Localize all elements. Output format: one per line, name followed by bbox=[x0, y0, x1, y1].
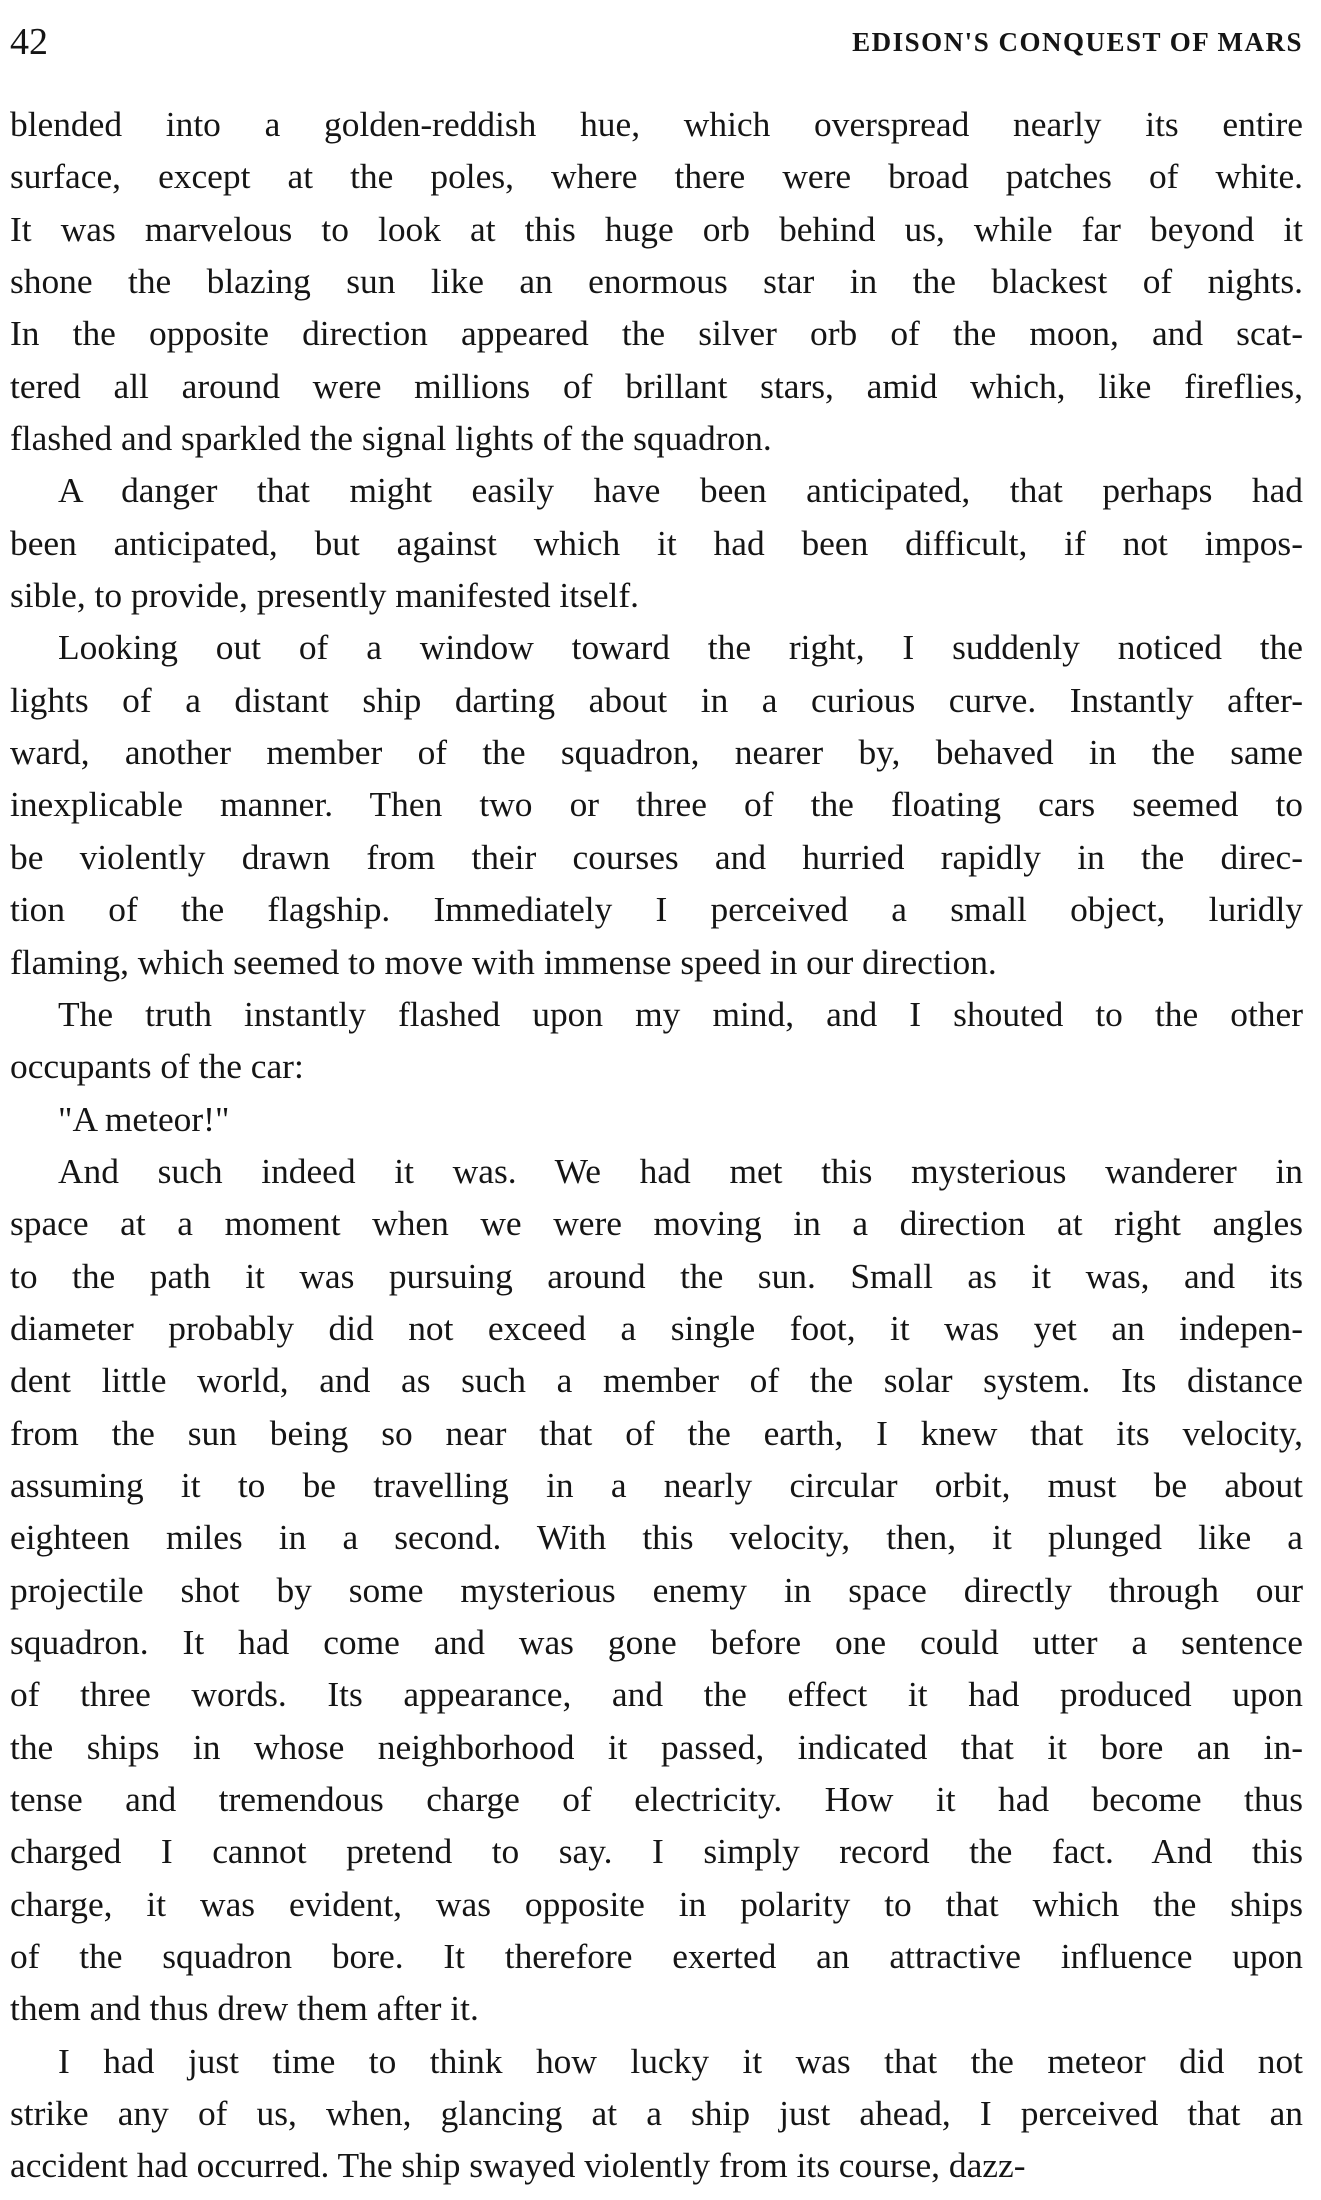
text-line: the ships in whose neighborhood it passed, indicated that it bore an in- bbox=[10, 1726, 1303, 1767]
text-line: diameter probably did not exceed a single foot, it was yet an indepen- bbox=[10, 1307, 1303, 1348]
text-line: shone the blazing sun like an enormous star in the blackest of nights. bbox=[10, 261, 1303, 302]
text-line: projectile shot by some mysterious enemy in space directly through our bbox=[10, 1569, 1303, 1610]
paragraph bbox=[10, 621, 1303, 987]
text-line: be violently drawn from their courses and hurried rapidly in the direc- bbox=[10, 836, 1303, 877]
paragraph bbox=[10, 98, 1303, 464]
text-line: strike any of us, when, glancing at a ship just ahead, I perceived that an bbox=[10, 2093, 1303, 2134]
paragraph bbox=[10, 988, 1303, 1093]
text-line: squadron. It had come and was gone before one could utter a sentence bbox=[10, 1621, 1303, 1662]
text-line: of three words. Its appearance, and the effect it had produced upon bbox=[10, 1674, 1303, 1715]
text-line: The truth instantly flashed upon my mind, and I shouted to the other bbox=[58, 993, 1303, 1034]
text-line: In the opposite direction appeared the silver orb of the moon, and scat- bbox=[10, 313, 1303, 354]
text-line: And such indeed it was. We had met this mysterious wanderer in bbox=[58, 1150, 1303, 1191]
text-line: been anticipated, but against which it had been difficult, if not impos- bbox=[10, 522, 1303, 563]
text-line: to the path it was pursuing around the sun. Small as it was, and its bbox=[10, 1255, 1303, 1296]
text-line: from the sun being so near that of the earth, I knew that its velocity, bbox=[10, 1412, 1303, 1453]
running-title: EDISON'S CONQUEST OF MARS bbox=[852, 27, 1303, 57]
text-line: "A meteor!" bbox=[58, 1098, 230, 1139]
body-text bbox=[10, 98, 1303, 2192]
text-line: inexplicable manner. Then two or three of the floating cars seemed to bbox=[10, 784, 1303, 825]
text-line: flashed and sparkled the signal lights of the squadron. bbox=[10, 418, 772, 459]
text-line: A danger that might easily have been anticipated, that perhaps had bbox=[58, 470, 1303, 511]
text-line: I had just time to think how lucky it was that the meteor did not bbox=[58, 2040, 1303, 2081]
text-line: charged I cannot pretend to say. I simply record the fact. And this bbox=[10, 1831, 1303, 1872]
text-line: eighteen miles in a second. With this velocity, then, it plunged like a bbox=[10, 1517, 1303, 1558]
text-line: blended into a golden-reddish hue, which overspread nearly its entire bbox=[10, 104, 1303, 144]
text-line: ward, another member of the squadron, nearer by, behaved in the same bbox=[10, 732, 1303, 773]
text-line: of the squadron bore. It therefore exerted an attractive influence upon bbox=[10, 1936, 1303, 1977]
text-line: tion of the flagship. Immediately I perceived a small object, luridly bbox=[10, 889, 1303, 930]
text-line: dent little world, and as such a member of the solar system. Its distance bbox=[10, 1360, 1303, 1401]
text-line: Looking out of a window toward the right, I suddenly noticed the bbox=[58, 627, 1303, 668]
paragraph bbox=[10, 1145, 1303, 2035]
text-line: flaming, which seemed to move with immense speed in our direction. bbox=[10, 941, 997, 982]
text-line: space at a moment when we were moving in a direction at right angles bbox=[10, 1203, 1303, 1244]
text-line: sible, to provide, presently manifested itself. bbox=[10, 575, 640, 616]
text-line: It was marvelous to look at this huge orb behind us, while far beyond it bbox=[10, 208, 1303, 249]
paragraph bbox=[10, 1093, 1303, 1145]
text-line: tered all around were millions of brillant stars, amid which, like fireflies, bbox=[10, 365, 1303, 406]
text-line: tense and tremendous charge of electricity. How it had become thus bbox=[10, 1779, 1303, 1819]
running-head bbox=[10, 12, 1303, 72]
text-line: lights of a distant ship darting about in a curious curve. Instantly after- bbox=[10, 679, 1303, 720]
paragraph bbox=[10, 2035, 1303, 2192]
text-line: accident had occurred. The ship swayed violently from its course, dazz- bbox=[10, 2145, 1026, 2186]
paragraph bbox=[10, 464, 1303, 621]
text-line: surface, except at the poles, where there were broad patches of white. bbox=[10, 156, 1303, 197]
text-line: charge, it was evident, was opposite in polarity to that which the ships bbox=[10, 1883, 1303, 1924]
text-line: occupants of the car: bbox=[10, 1046, 304, 1087]
text-line: them and thus drew them after it. bbox=[10, 1988, 479, 2029]
page-number: 42 bbox=[10, 21, 48, 63]
text-line: assuming it to be travelling in a nearly circular orbit, must be about bbox=[10, 1464, 1303, 1505]
